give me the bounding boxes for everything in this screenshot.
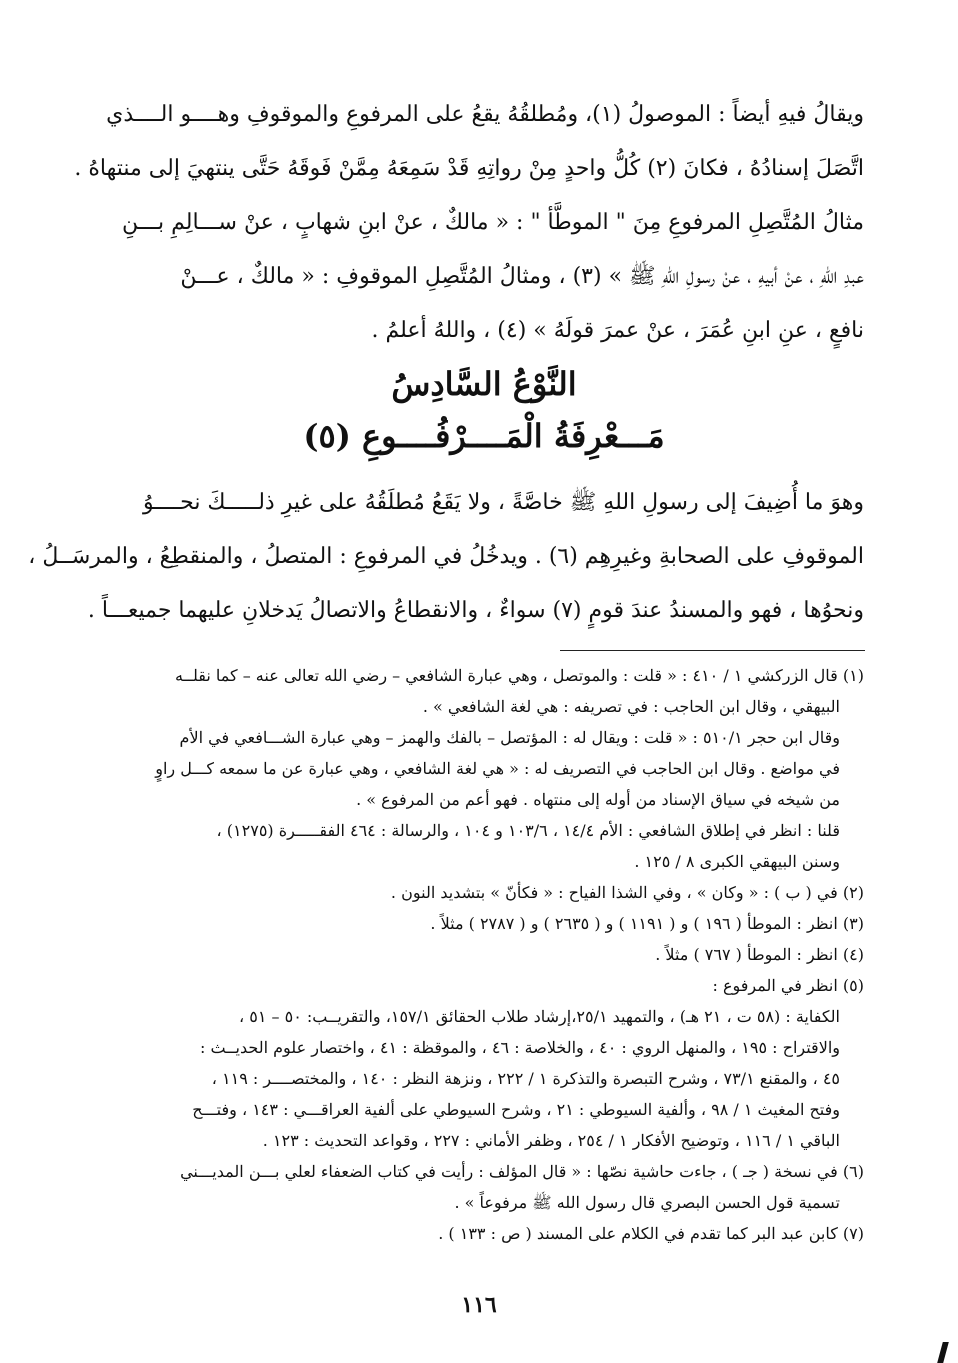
section-paragraph [28,476,864,638]
page-number: ١١٦ [461,1292,497,1318]
footnote-line: في مواضع . وقال ابن الحاجب في التصريف له : « هي لغة الشافعي ، وهي عبارة عن ما سمعه كـــل راوٍ [155,759,840,778]
footnote-line: (٣) انظر : الموطأ ( ١٩٦ ) و ( ١١٩١ ) و ( ٢٦٣٥ ) و ( ٢٧٨٧ ) مثلاً . [430,914,864,933]
footnote-line: وقال ابن حجر ٥١٠/١ : « قلت : ويقال له : المؤتصل – بالفك والهمز – وهي عبارة الشـــافعي في الأم [179,728,840,747]
body-line: نافعٍ ، عنِ ابنِ عُمَرَ ، عنْ عمرَ قولَهُ » (٤) ، واللهُ أعلمُ . [371,318,864,343]
section-line: ونحوُها ، فهو والمسندُ عندَ قومٍ (٧) سواءٌ ، والانقطاعُ والاتصالُ يَدخلانِ عليهما جميعـــاً . [87,598,864,623]
footnote-line: البيهقي ، وقال ابن الحاجب : في تصريفه : هي لغة الشافعي » . [422,697,840,716]
body-line: اتَّصَلَ إسنادُهُ ، فكانَ (٢) كُلُّ واحدٍ مِنْ رواتِهِ قَدْ سَمِعَهُ مِمَّنْ فَوقَهُ حَتَّى ينتهيَ إلى منتهاهُ . [74,156,864,181]
chapter-title: النَّوْعُ السَّادِسُ [391,365,577,403]
chapter-subtitle: مَـــعْرِفَةُ الْمَــــرْفُــــوعِ (٥) [303,417,665,455]
footnote-line: (٥) انظر في المرفوع : [712,976,864,995]
footnote-line: قلنا : انظر في إطلاق الشافعي : الأم ١٤/٤ ، ١٠٣/٦ و ١٠٤ ، والرسالة : ٤٦٤ الفقـــــرة (١٢٧٥) ، [216,821,840,840]
footnote-line: الكفاية : (٥٨ ت ، ٢١ هـ) ، والتمهيد ٢٥/١،إرشاد طلاب الحقائق ١٥٧/١، والتقريــب: ٥٠ – ٥١ ، [239,1007,840,1026]
footnote-line: تسمية قول الحسن البصري قال رسول الله ﷺ مرفوعاً » . [454,1193,840,1212]
footnote-line: ٤٥ ، والمقنع ٧٣/١ ، وشرح التبصرة والتذكرة ١ / ٢٢٢ ، ونزهة النظر : ١٤٠ ، والمختصــــر : ١١٩ ، [211,1069,840,1088]
section-line: وهوَ ما أُضِيفَ إلى رسولِ اللهِ ﷺ خاصَّةً ، ولا يَقَعُ مُطلَقُهُ على غيرِ ذلـــــكَ نحــــوُ [142,490,864,515]
body-line: عبدِ اللهِ ، عنْ أبيهِ ، عنْ رسولِ اللهِ ﷺ » (٣) ، ومثالُ المُتَّصِلِ الموقوفِ : « مالكٌ ، عـــنْ [180,264,864,289]
footnote-line: (٦) في نسخة ( جـ ) ، جاءت حاشية نصّها : « قال المؤلف : رأيت في كتاب الضعفاء لعلي بـــن المديـــني [180,1162,864,1181]
footnote-line: وسنن البيهقي الكبرى ٨ / ١٢٥ . [634,852,840,871]
footnote-line: الباقي ١ / ١١٦ ، وتوضيح الأفكار ١ / ٢٥٤ ، وظفر الأماني : ٢٢٧ ، وقواعد التحديث : ١٢٣ . [262,1131,840,1150]
footnote-line: (٤) انظر : الموطأ ( ٧٦٧ ) مثلاً . [655,945,864,964]
footnote-line: (٢) في ( ب ) : « وكان » ، وفي الشذا الفياح : « فكأنّ » بتشديد النون . [390,883,864,902]
section-line: الموقوفِ على الصحابةِ وغيرِهِم (٦) . ويدخُلُ في المرفوعِ : المتصلُ ، والمنقطِعُ ، والمرسَــلُ ، [28,544,864,569]
section-heading [104,358,864,462]
footnote-line: من شيخه في سياق الإسناد من أوله إلى منتهاه . فهو أعم من المرفوع » . [356,790,840,809]
page-edge-mark [937,1342,949,1363]
footnote-separator [560,650,865,651]
intro-paragraph [74,88,864,358]
footnotes [104,660,864,1249]
body-line: ويقالُ فيهِ أيضاً : الموصولُ (١)، ومُطلقُهُ يقعُ على المرفوعِ والموقوفِ وهــــو الــــذي [106,102,864,127]
footnote-line: (١) قال الزركشي ١ / ٤١٠ : « قلت : والموتصل ، وهي عبارة الشافعي – رضي الله تعالى عنه – كما نقلــه [174,666,864,685]
footnote-line: وفتح المغيث ١ / ٩٨ ، وألفية السيوطي : ٢١ ، وشرح السيوطي على ألفية العراقـــي : ١٤٣ ، وفتـــح [192,1100,840,1119]
body-line: مثالُ المُتَّصِلِ المرفوعِ مِنَ " الموطَّأ " : « مالكٌ ، عنْ ابنِ شهابٍ ، عنْ ســـالِمِ بـــنِ [121,210,864,235]
footnote-line: (٧) كابن عبد البر كما تقدم في الكلام على المسند ( ص : ١٣٣ ) . [438,1224,864,1243]
footnote-line: والاقتراح : ١٩٥ ، والمنهل الروي : ٤٠ ، والخلاصة : ٤٦ ، والموقظة : ٤١ ، واختصار علوم الحديــث : [199,1038,840,1057]
